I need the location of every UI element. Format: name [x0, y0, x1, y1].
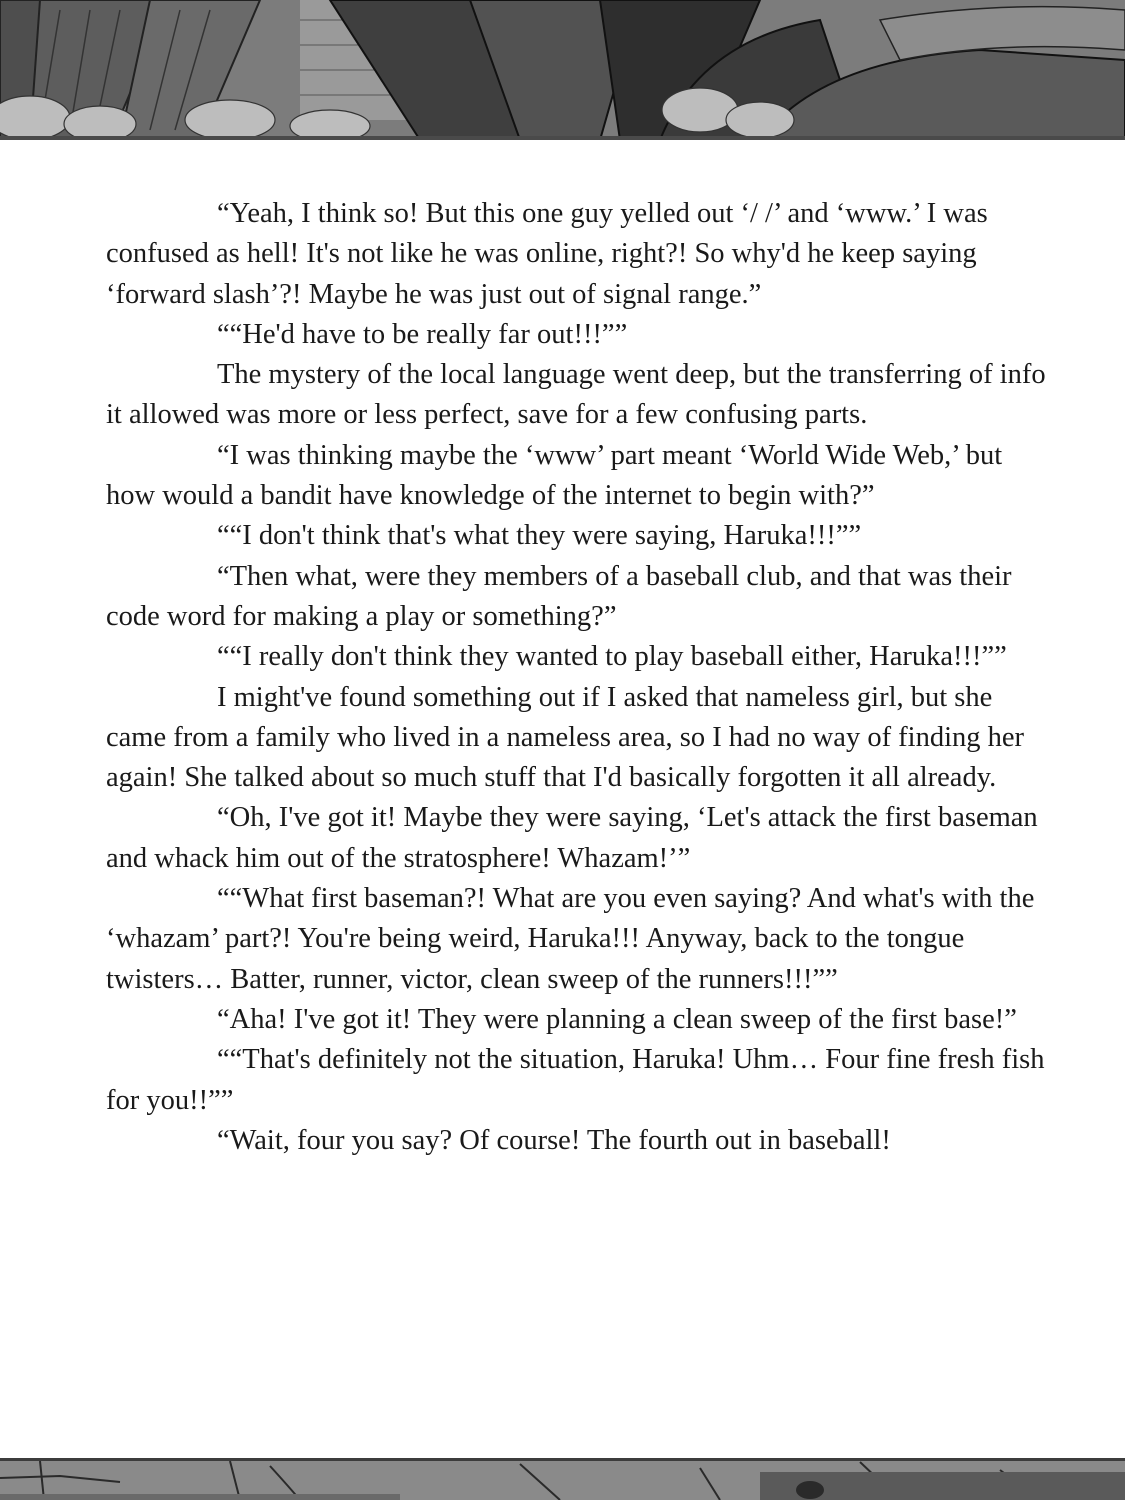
bottom-illustration [0, 1458, 1125, 1500]
paragraph: “I was thinking maybe the ‘www’ part meant ‘World Wide Web,’ but how would a bandit have knowledge of the internet to begin with?” [106, 439, 1003, 512]
paragraph: The mystery of the local language went deep, but the transferring of info it allowed was more or less perfect, save for a few confusing parts. [106, 359, 1046, 431]
paragraph: “Then what, were they members of a baseball club, and that was their code word for making a play or something?” [106, 560, 1012, 632]
paragraph: “Oh, I've got it! Maybe they were saying, ‘Let's attack the first baseman and whack him out of the stratosphere! Whazam!’” [106, 802, 1038, 874]
paragraph: I might've found something out if I asked that nameless girl, but she came from a family who lived in a nameless area, so I had no way of finding her again! She talked about so much stuff that I'd basically forgotten it all already. [106, 681, 1025, 794]
rooftop-illustration [0, 0, 1125, 140]
paragraph: “Aha! I've got it! They were planning a clean sweep of the first base!” [217, 1003, 1017, 1035]
paragraph: “Wait, four you say? Of course! The fourth out in baseball! [217, 1124, 891, 1156]
paragraph: ““That's definitely not the situation, Haruka! Uhm… Four fine fresh fish for you!!”” [106, 1044, 1045, 1116]
text-page [106, 194, 1046, 1161]
top-illustration [0, 0, 1125, 140]
pavement-illustration [0, 1458, 1125, 1500]
paragraph: “Yeah, I think so! But this one guy yelled out ‘/ /’ and ‘www.’ I was confused as hell! It's not like he was online, right?! So why'd he keep saying ‘forward slash’?! Maybe he was just out of signal range.” [106, 198, 988, 310]
paragraph: ““He'd have to be really far out!!!”” [217, 318, 628, 350]
paragraph: ““I really don't think they wanted to play baseball either, Haruka!!!”” [217, 641, 1007, 673]
paragraph: ““I don't think that's what they were saying, Haruka!!!”” [217, 520, 862, 552]
paragraph: ““What first baseman?! What are you even saying? And what's with the ‘whazam’ part?! You're being weird, Haruka!!! Anyway, back to the tongue twisters… Batter, runner, victor, clean sweep of the runners!!!”” [106, 883, 1035, 995]
